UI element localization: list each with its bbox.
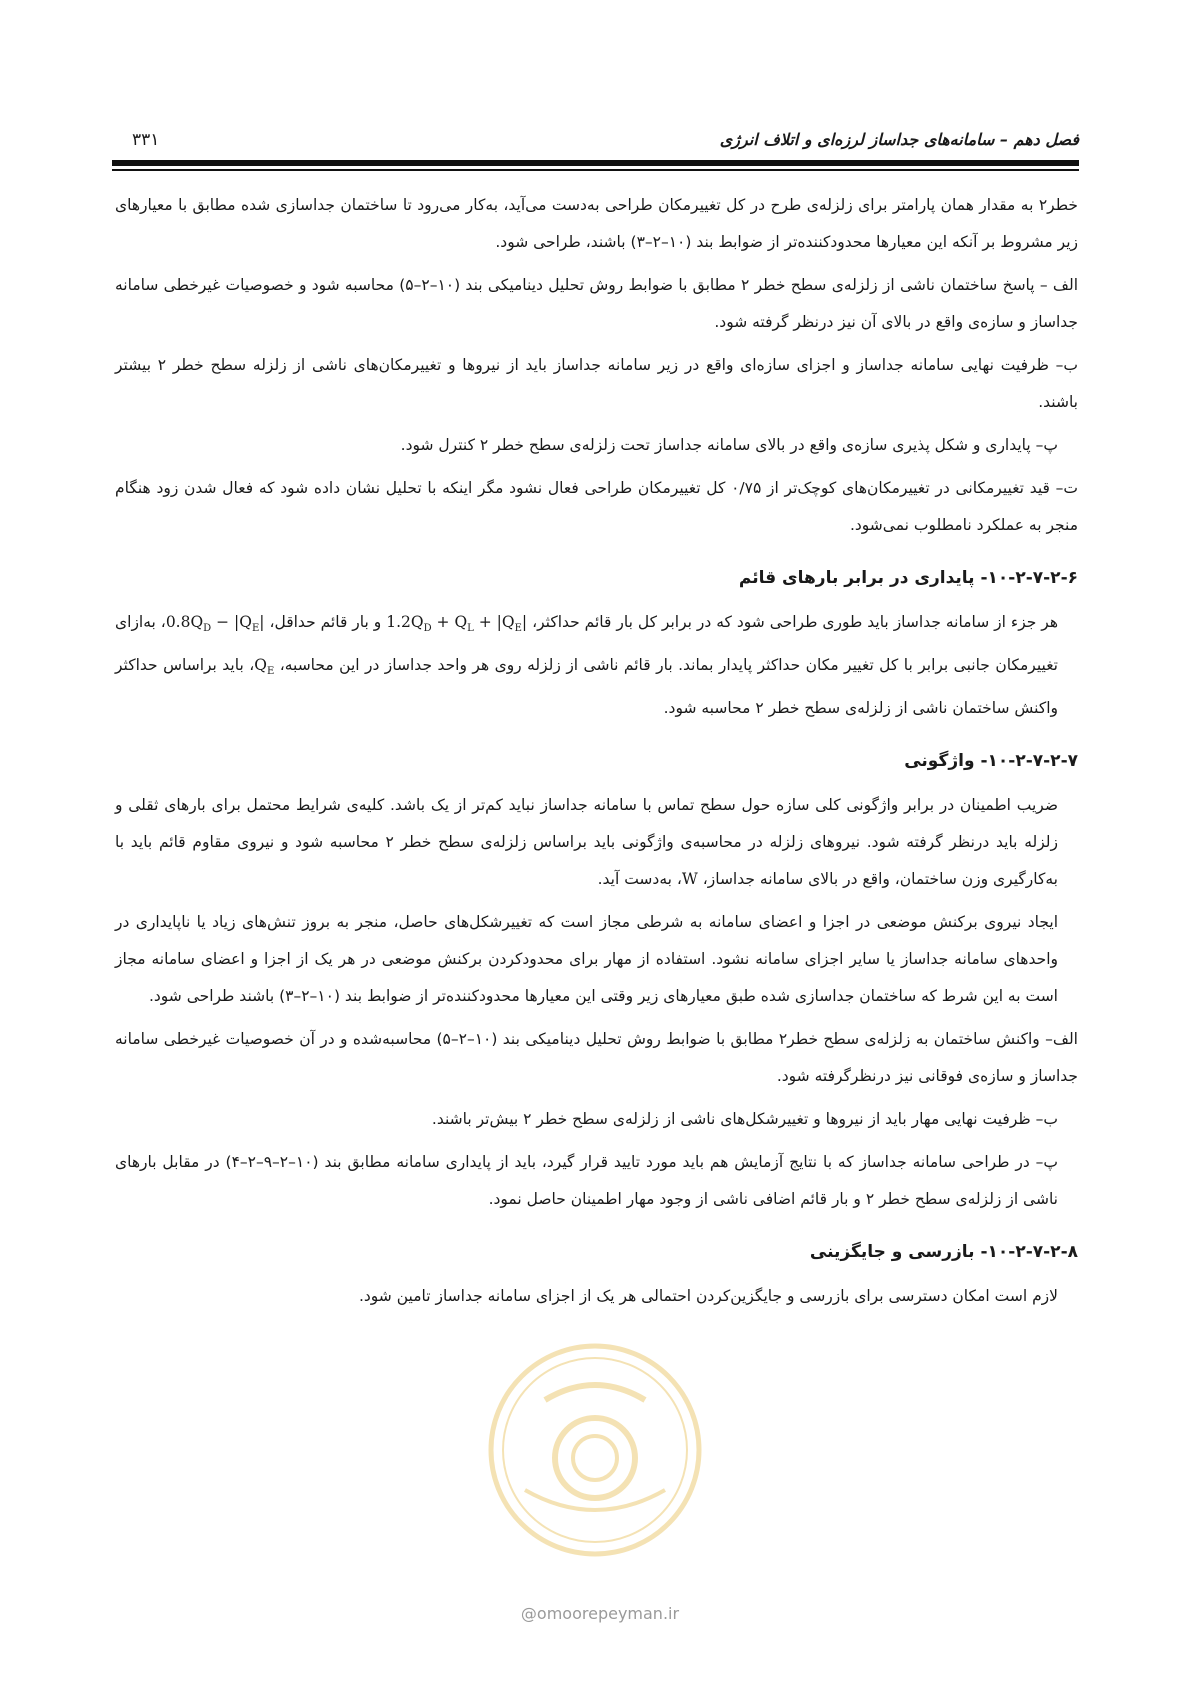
text-run: ، به‌ازای تغییرمکان جانبی برابر با کل تغییر مکان حداکثر پایدار بماند. بار قائم ناشی از زلزله روی هر واحد جداساز در این محاسبه، bbox=[115, 613, 1058, 675]
list-item: پ– در طراحی سامانه جداساز که با نتایج آزمایش هم باید مورد تایید قرار گیرد، باید از پایداری سامانه مطابق بند (۱۰–۲–۹–۲–۴) در مقابل بارهای ناشی از زلزله‌ی سطح خطر ۲ و بار قائم اضافی ناشی از وجود مهار اطمینان حاصل نمود. bbox=[115, 1153, 1059, 1209]
list-item: ت– قید تغییرمکانی در تغییرمکان‌های کوچک‌تر از ۰/۷۵ کل تغییرمکان طراحی فعال نشود مگر اینکه با تحلیل نشان داده شود که فعال شدن زود هنگام منجر به عملکرد نامطلوب نمی‌شود. bbox=[115, 479, 1078, 534]
math-expression: $1.2Q_D + Q_L + |Q_E|$ bbox=[386, 613, 528, 635]
watermark-url: @omoorepeyman.ir bbox=[520, 1604, 680, 1623]
list-item: ب– ظرفیت نهایی مهار باید از نیروها و تغییرشکل‌های ناشی از زلزله‌ی سطح خطر ۲ بیش‌تر باشند. bbox=[431, 1110, 1058, 1129]
header-rule-thin bbox=[112, 169, 1079, 171]
paragraph bbox=[115, 787, 1078, 898]
section-heading: ۱۰-۲-۷-۲-۸- بازرسی و جایگزینی bbox=[809, 1242, 1078, 1263]
header-rule-thick bbox=[112, 160, 1079, 166]
math-expression: $Q_E$ bbox=[254, 656, 275, 678]
watermark-seal-icon bbox=[485, 1340, 705, 1560]
paragraph: لازم است امکان دسترسی برای بازرسی و جایگزین‌کردن احتمالی هر یک از اجزای سامانه جداساز تامین شود. bbox=[358, 1287, 1058, 1306]
list-item: الف – پاسخ ساختمان ناشی از زلزله‌ی سطح خطر ۲ مطابق با ضوابط روش تحلیل دینامیکی بند (۱۰–۲–۵) محاسبه شود و خصوصیات غیرخطی سامانه جداساز و سازه‌ی واقع در بالای آن نیز درنظر گرفته شود. bbox=[115, 276, 1078, 331]
text-run: ، باید براساس حداکثر واکنش ساختمان ناشی از زلزله‌ی سطح خطر ۲ محاسبه شود. bbox=[115, 656, 1058, 718]
text-run: ، به‌دست آید. bbox=[597, 870, 682, 889]
section-heading: ۱۰-۲-۷-۲-۷- واژگونی bbox=[904, 751, 1078, 772]
text-run: هر جزء از سامانه جداساز باید طوری طراحی شود که در برابر کل بار قائم حداکثر، bbox=[527, 613, 1059, 631]
paragraph: ایجاد نیروی برکنش موضعی در اجزا و اعضای سامانه به شرطی مجاز است که تغییرشکل‌های حاصل، منجر به بروز تنش‌های زیاد یا ناپایداری در واحدهای سامانه جداساز یا سایر اجزای سامانه نشود. استفاده از مهار برای محدودکردن برکنش موضعی در هر یک از اجزا و اعضای سامانه مجاز است به این شرط که ساختمان جداسازی شده طبق معیارهای زیر وقتی این معیارها محدودکننده‌تر از ضوابط بند (۱۰–۲–۳) باشند طراحی شود. bbox=[115, 913, 1058, 1006]
page-content bbox=[115, 187, 1078, 1321]
list-item: ب– ظرفیت نهایی سامانه جداساز و اجزای سازه‌ای واقع در زیر سامانه جداساز باید از نیروها و تغییرمکان‌های ناشی از زلزله سطح خطر ۲ بیشتر باشند. bbox=[115, 356, 1078, 411]
text-run: و بار قائم حداقل، bbox=[264, 613, 387, 631]
chapter-title: فصل دهم – سامانه‌های جداساز لرزه‌ای و اتلاف انرژی bbox=[719, 130, 1079, 149]
list-item: الف– واکنش ساختمان به زلزله‌ی سطح خطر۲ مطابق با ضوابط روش تحلیل دینامیکی بند (۱۰–۲–۵) محاسبه‌شده و در آن خصوصیات غیرخطی سامانه جداساز و سازه‌ی فوقانی نیز درنظرگرفته شود. bbox=[115, 1030, 1078, 1086]
section-heading: ۱۰-۲-۷-۲-۶- پایداری در برابر بارهای قائم bbox=[738, 568, 1078, 588]
paragraph bbox=[115, 604, 1078, 727]
paragraph: خطر۲ به مقدار همان پارامتر برای زلزله‌ی طرح در کل تغییرمکان طراحی به‌دست می‌آید، به‌کار می‌رود تا ساختمان جداسازی شده مطابق با معیارهای زیر مشروط بر آنکه این معیارها محدودکننده‌تر از ضوابط بند (۱۰–۲–۳) باشند، طراحی شود. bbox=[115, 196, 1078, 251]
text-run: ضریب اطمینان در برابر واژگونی کلی سازه حول سطح تماس با سامانه جداساز نباید کم‌تر از یک باشد. کلیه‌ی شرایط محتمل برای بارهای ثقلی و زلزله باید درنظر گرفته شود. نیروهای زلزله در محاسبه‌ی واژگونی باید براساس زلزله‌ی سطح خطر ۲ محاسبه شود و نیروی مقاوم قائم باید با به‌کارگیری وزن ساختمان، واقع در بالای سامانه جداساز، bbox=[115, 796, 1058, 889]
page-header bbox=[112, 118, 1079, 158]
math-symbol: W bbox=[681, 870, 698, 889]
page-number: ۳۳۱ bbox=[132, 130, 160, 150]
math-expression: $0.8Q_D - |Q_E|$ bbox=[165, 613, 265, 635]
list-item: پ– پایداری و شکل پذیری سازه‌ی واقع در بالای سامانه جداساز تحت زلزله‌ی سطح خطر ۲ کنترل شود. bbox=[400, 436, 1058, 454]
